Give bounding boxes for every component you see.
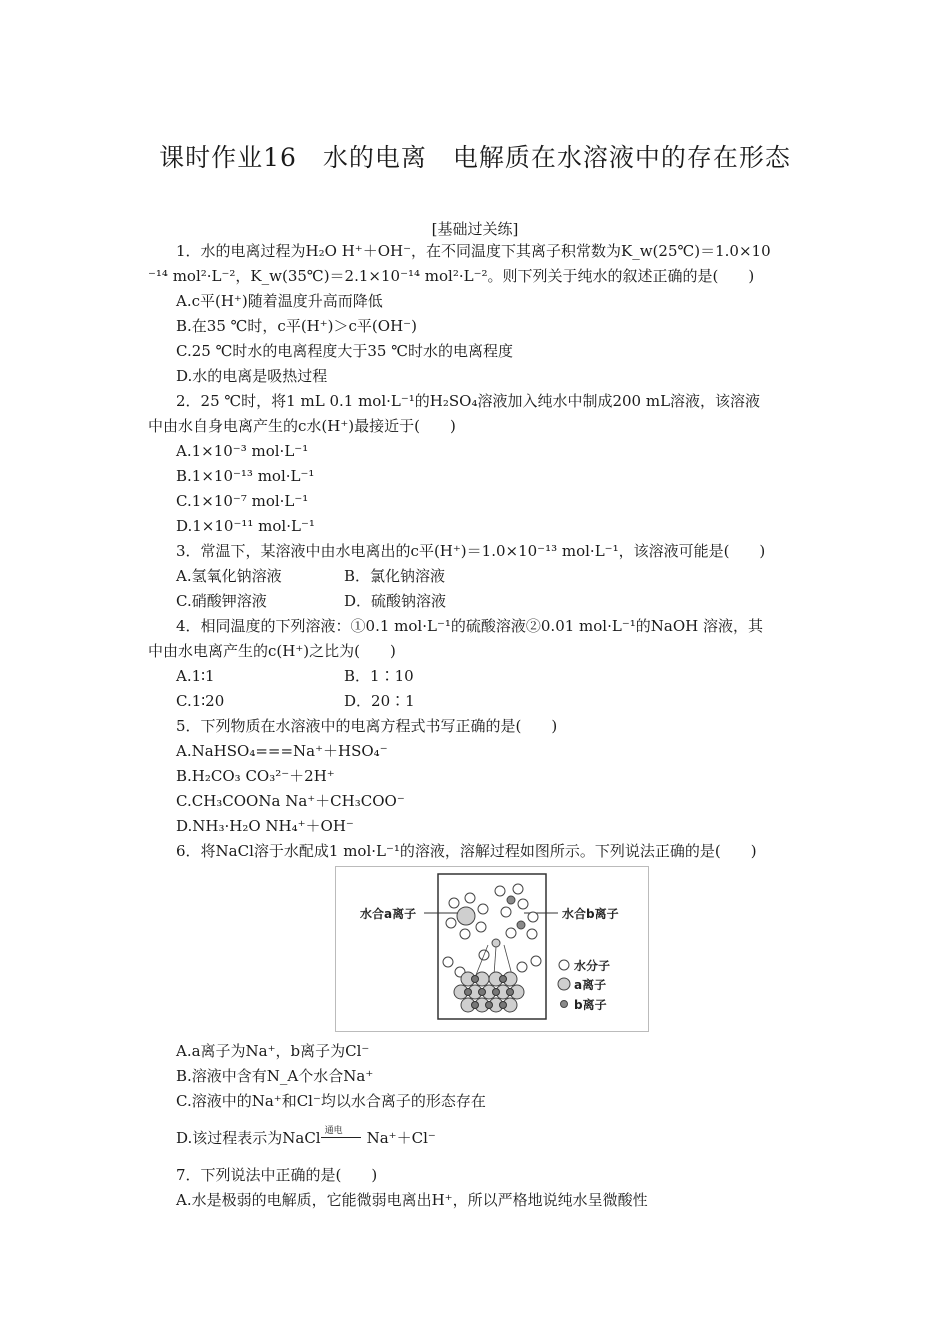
q6-option-d-prefix: D.该过程表示为NaCl [176, 1129, 321, 1147]
q4-option-c: C.1∶20 [176, 692, 225, 710]
water-molecule [531, 956, 541, 966]
q4-line1: 4．相同温度的下列溶液：①0.1 mol·L⁻¹的硫酸溶液②0.01 mol·L⁻¹的NaOH 溶液，其 [176, 617, 763, 635]
q2-option-d: D.1×10⁻¹¹ mol·L⁻¹ [176, 517, 315, 535]
nacl-crystal [454, 972, 524, 1012]
water-molecule [446, 918, 456, 928]
water-molecule [501, 907, 511, 917]
q1-option-a: A.c平(H⁺)随着温度升高而降低 [176, 292, 383, 310]
q3-option-a: A.氢氧化钠溶液 [176, 567, 282, 585]
dissolution-figure [335, 866, 649, 1032]
q3-row2 [176, 591, 447, 611]
q1-option-d: D.水的电离是吸热过程 [176, 367, 328, 385]
hydrated-a-ion [457, 907, 475, 925]
q6-option-d-suffix: Na⁺＋Cl⁻ [366, 1129, 436, 1147]
dissolving-line [504, 945, 512, 975]
water-molecule [476, 922, 486, 932]
water-molecule [460, 929, 470, 939]
q1-option-b: B.在35 ℃时，c平(H⁺)＞c平(OH⁻) [176, 317, 417, 335]
q6-option-d [176, 1128, 436, 1148]
q3-option-b: B．氯化钠溶液 [344, 567, 446, 585]
water-molecule [449, 898, 459, 908]
section-heading: [基础过关练] [431, 220, 519, 238]
q7-line1: 7．下列说法中正确的是( ) [176, 1166, 378, 1184]
dissolving-line [494, 947, 496, 975]
water-molecule [527, 929, 537, 939]
legend-b-label: b离子 [574, 998, 607, 1012]
q7-option-a: A.水是极弱的电解质，它能微弱电离出H⁺，所以严格地说纯水呈微酸性 [176, 1191, 648, 1209]
q4-line2: 中由水电离产生的c(H⁺)之比为( ) [148, 642, 396, 660]
water-molecule [443, 957, 453, 967]
q2-option-a: A.1×10⁻³ mol·L⁻¹ [176, 442, 309, 460]
water-molecule [528, 912, 538, 922]
water-molecule [513, 884, 523, 894]
q4-option-d: D．20∶1 [344, 692, 415, 710]
q1-line2: ⁻¹⁴ mol²·L⁻²，K_w(35℃)＝2.1×10⁻¹⁴ mol²·L⁻²。则下列关于纯水的叙述正确的是( ) [148, 267, 755, 285]
q3-row1 [176, 566, 446, 586]
q2-line2: 中由水自身电离产生的c水(H⁺)最接近于( ) [148, 417, 456, 435]
q3-line1: 3．常温下，某溶液中由水电离出的c平(H⁺)＝1.0×10⁻¹³ mol·L⁻¹，该溶液可能是( ) [176, 542, 766, 560]
q5-option-d: D.NH₃·H₂O NH₄⁺＋OH⁻ [176, 817, 354, 835]
q5-line1: 5．下列物质在水溶液中的电离方程式书写正确的是( ) [176, 717, 558, 735]
label-hydrated-a-ion: 水合a离子 [360, 907, 417, 921]
legend-b-symbol [561, 1001, 568, 1008]
hydrated-b-ion [517, 921, 525, 929]
water-molecule [478, 904, 488, 914]
q3-option-c: C.硝酸钾溶液 [176, 592, 267, 610]
q4-row2 [176, 691, 415, 711]
hydrated-b-ion [507, 896, 515, 904]
q4-option-a: A.1∶1 [176, 667, 215, 685]
electrolysis-condition: 通电 [324, 1126, 343, 1136]
water-molecule [517, 962, 527, 972]
water-molecule [506, 928, 516, 938]
q4-row1 [176, 666, 414, 686]
water-molecule [518, 899, 528, 909]
q1-option-c: C.25 ℃时水的电离程度大于35 ℃时水的电离程度 [176, 342, 513, 360]
label-hydrated-b-ion: 水合b离子 [562, 907, 619, 921]
q4-option-b: B．1∶10 [344, 667, 414, 685]
q5-option-b: B.H₂CO₃ CO₃²⁻＋2H⁺ [176, 767, 335, 785]
q2-option-c: C.1×10⁻⁷ mol·L⁻¹ [176, 492, 309, 510]
q6-option-b: B.溶液中含有N_A个水合Na⁺ [176, 1067, 374, 1085]
q2-line1: 2．25 ℃时，将1 mL 0.1 mol·L⁻¹的H₂SO₄溶液加入纯水中制成200 mL溶液，该溶液 [176, 392, 761, 410]
electrolysis-arrow [321, 1128, 367, 1148]
q5-option-c: C.CH₃COONa Na⁺＋CH₃COO⁻ [176, 792, 405, 810]
q3-option-d: D．硫酸钠溶液 [344, 592, 447, 610]
q6-line1: 6．将NaCl溶于水配成1 mol·L⁻¹的溶液，溶解过程如图所示。下列说法正确的是( ) [176, 842, 757, 860]
water-molecule [465, 893, 475, 903]
legend-a-symbol [558, 978, 570, 990]
q5-option-a: A.NaHSO₄===Na⁺＋HSO₄⁻ [176, 742, 388, 760]
water-molecule [495, 886, 505, 896]
a-ion [492, 939, 500, 947]
legend-water-label: 水分子 [574, 959, 611, 973]
q1-line1: 1．水的电离过程为H₂O H⁺＋OH⁻，在不同温度下其离子积常数为K_w(25℃)＝1.0×10 [176, 242, 771, 260]
q6-option-a: A.a离子为Na⁺，b离子为Cl⁻ [176, 1042, 370, 1060]
legend-water-symbol [559, 960, 569, 970]
legend-a-label: a离子 [574, 978, 607, 992]
page-title: 课时作业16 水的电离 电解质在水溶液中的存在形态 [159, 143, 791, 172]
q2-option-b: B.1×10⁻¹³ mol·L⁻¹ [176, 467, 315, 485]
q6-option-c: C.溶液中的Na⁺和Cl⁻均以水合离子的形态存在 [176, 1092, 486, 1110]
